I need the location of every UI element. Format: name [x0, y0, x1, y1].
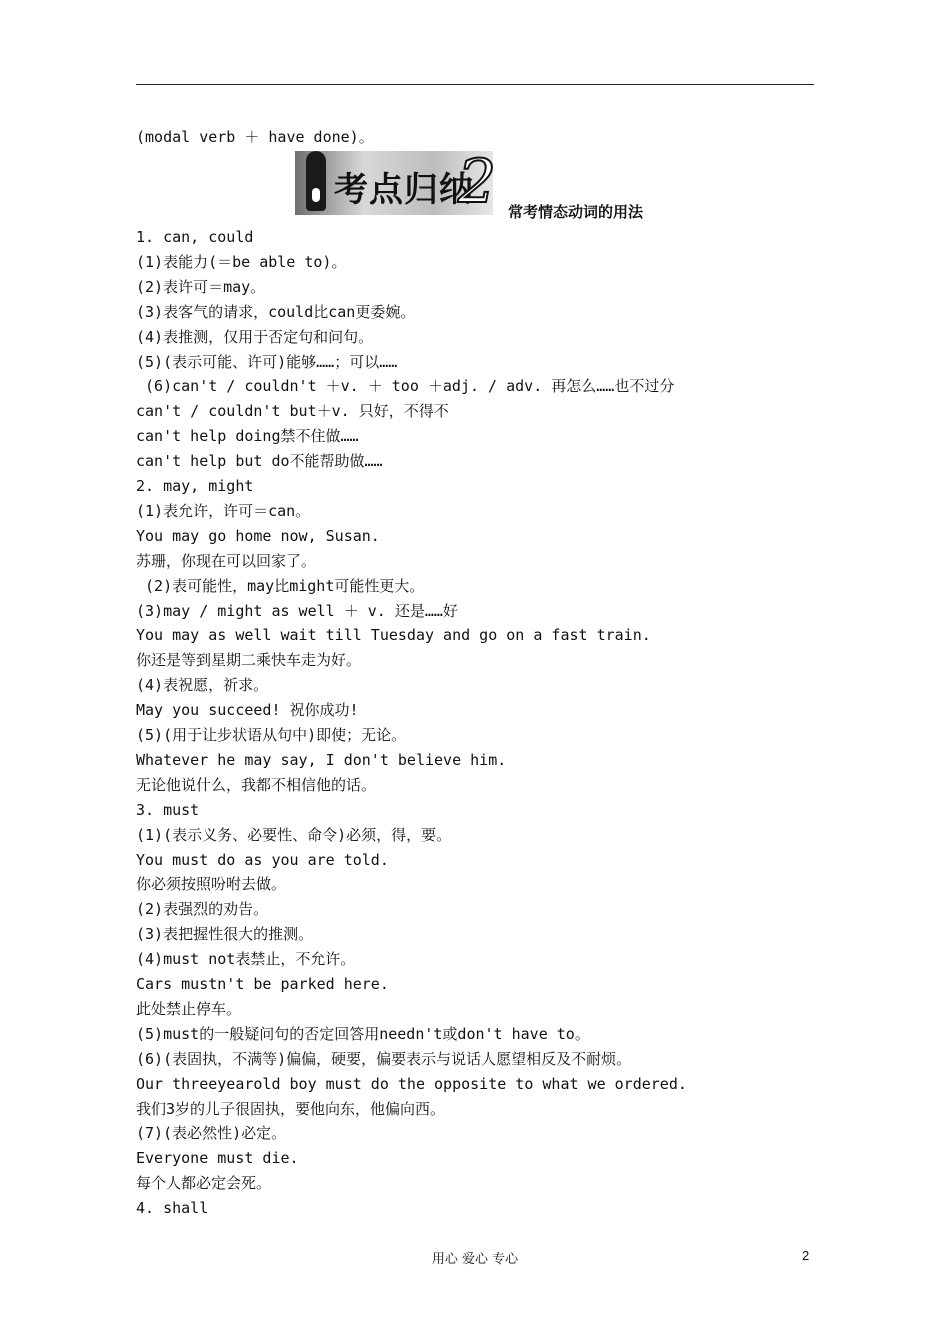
text-line: (6)can't / couldn't ＋v. ＋ too ＋adj. / adv. 再怎么……也不过分	[136, 377, 675, 396]
text-line: Cars mustn't be parked here.	[136, 975, 389, 993]
banner-text: 考点归纳	[334, 170, 474, 210]
text-line: 此处禁止停车。	[136, 999, 242, 1018]
text-line: (4)表推测，仅用于否定句和问句。	[136, 327, 374, 346]
text-line: Our threeyearold boy must do the opposite to what we ordered.	[136, 1074, 687, 1093]
header-rule	[136, 84, 814, 85]
text-line: (4)表祝愿，祈求。	[136, 676, 269, 695]
text-line: (6)(表固执，不满等)偏偏，硬要，偏要表示与说话人愿望相反及不耐烦。	[136, 1049, 632, 1068]
text-line: (7)(表必然性)必定。	[136, 1124, 287, 1143]
text-line: (5)(用于让步状语从句中)即使；无论。	[136, 726, 407, 744]
text-line: (1)(表示义务、必要性、命令)必须，得，要。	[136, 825, 452, 844]
text-line: Everyone must die.	[136, 1149, 299, 1168]
text-line: (5)must的一般疑问句的否定回答用needn't或don't have to。	[136, 1024, 590, 1043]
section-title: 常考情态动词的用法	[508, 203, 644, 221]
footer-motto: 用心 爱心 专心	[431, 1252, 519, 1267]
text-line: 2. may, might	[136, 477, 254, 495]
text-line: 你还是等到星期二乘快车走为好。	[136, 651, 362, 670]
banner-dot-icon	[312, 188, 320, 202]
text-line: 3. must	[136, 800, 200, 819]
intro-line: (modal verb ＋ have done)。	[136, 128, 374, 146]
text-line: (2)表可能性，may比might可能性更大。	[136, 576, 425, 595]
text-line: Whatever he may say, I don't believe him.	[136, 750, 507, 769]
text-line: 每个人都必定会死。	[136, 1174, 272, 1193]
text-line: You may go home now, Susan.	[136, 526, 380, 545]
text-line: You may as well wait till Tuesday and go on a fast train.	[136, 626, 651, 645]
text-line: (2)表许可＝may。	[136, 277, 266, 296]
text-line: (1)表能力(＝be able to)。	[136, 252, 347, 271]
text-line: 4. shall	[136, 1199, 209, 1218]
text-line: May you succeed! 祝你成功!	[136, 701, 359, 720]
text-line: 你必须按照吩咐去做。	[136, 875, 287, 894]
text-line: can't / couldn't but＋v. 只好，不得不	[136, 402, 449, 421]
text-line: (2)表强烈的劝告。	[136, 900, 269, 919]
text-line: (1)表允许，许可＝can。	[136, 501, 311, 520]
text-line: (5)(表示可能、许可)能够……；可以……	[136, 352, 398, 371]
text-line: (3)表客气的请求，could比can更委婉。	[136, 302, 416, 321]
text-line: (3)表把握性很大的推测。	[136, 925, 314, 944]
text-line: (4)must not表禁止，不允许。	[136, 950, 356, 969]
text-line: (3)may / might as well ＋ v. 还是……好	[136, 601, 458, 620]
text-line: 我们3岁的儿子很固执，要他向东，他偏向西。	[136, 1099, 446, 1118]
text-line: can't help doing禁不住做……	[136, 427, 359, 446]
banner-number: 2	[458, 147, 497, 217]
banner-tab-icon	[306, 151, 326, 211]
text-line: 苏珊，你现在可以回家了。	[136, 551, 317, 570]
text-line: You must do as you are told.	[136, 850, 389, 869]
text-line: 1. can, could	[136, 228, 254, 246]
text-line: 无论他说什么，我都不相信他的话。	[136, 775, 377, 794]
text-line: can't help but do不能帮助做……	[136, 452, 383, 471]
page-number: 2	[802, 1248, 810, 1263]
